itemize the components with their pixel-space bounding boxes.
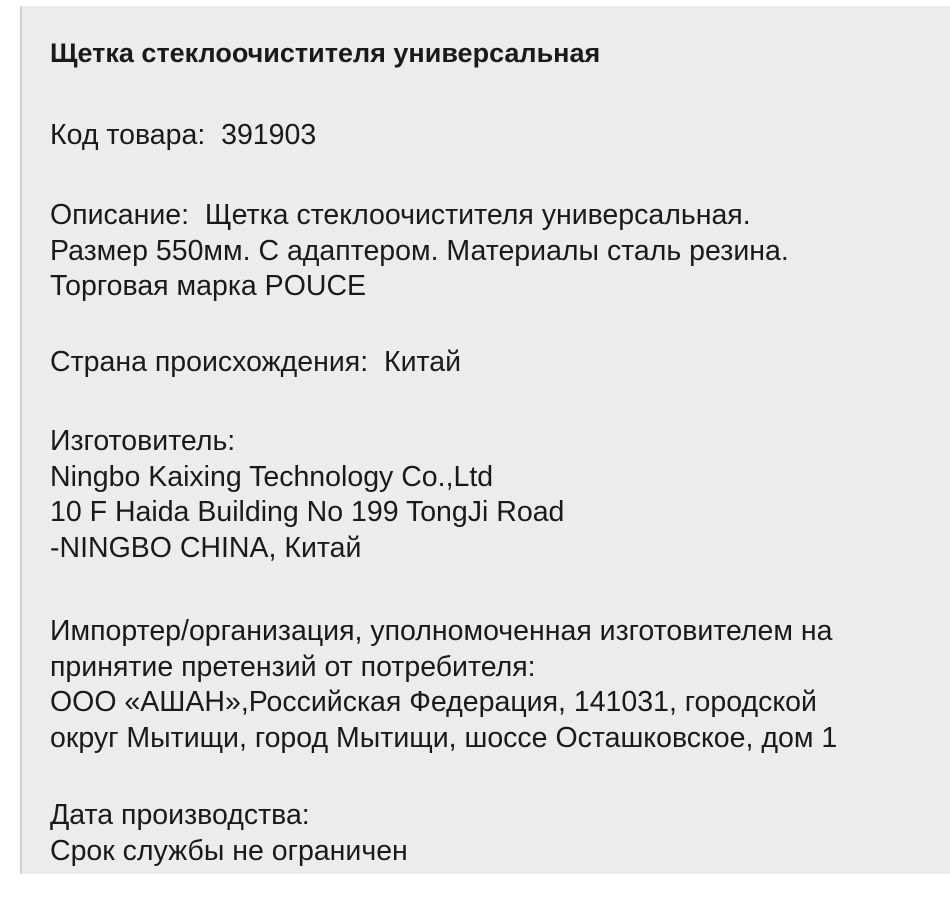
origin-row <box>50 345 461 381</box>
product-code-value: 391903 <box>221 119 317 151</box>
product-code-row <box>50 118 316 154</box>
manufacturer-line-3: -NINGBO CHINA, Китай <box>50 531 362 564</box>
manufacturer-block <box>50 424 564 566</box>
importer-line-3: ООО «АШАН»,Российская Федерация, 141031, городской <box>50 686 817 718</box>
product-title: Щетка стеклоочистителя универсальная <box>50 38 601 68</box>
importer-line-1: Импортер/организация, уполномоченная изготовителем на <box>50 615 833 647</box>
description-text-1: Щетка стеклоочистителя универсальная. <box>204 199 751 231</box>
product-code-label: Код товара: <box>50 119 206 151</box>
service-life-text: Срок службы не ограничен <box>50 834 408 867</box>
importer-line-4: округ Мытищи, город Мытищи, шоссе Осташковское, дом 1 <box>50 721 838 754</box>
description-line-3: Торговая марка POUCE <box>50 270 367 302</box>
description-label: Описание: <box>50 199 190 231</box>
origin-value: Китай <box>384 346 462 378</box>
origin-label: Страна происхождения: <box>50 346 369 378</box>
description-line-2: Размер 550мм. С адаптером. Материалы сталь резина. <box>50 234 789 267</box>
description-line-1 <box>50 198 789 234</box>
production-date-block <box>50 798 408 869</box>
production-date-label: Дата производства: <box>50 799 310 831</box>
manufacturer-label: Изготовитель: <box>50 425 236 457</box>
manufacturer-line-2: 10 F Haida Building No 199 TongJi Road <box>50 496 565 528</box>
manufacturer-line-1: Ningbo Kaixing Technology Co.,Ltd <box>50 460 494 493</box>
description-block <box>50 198 789 305</box>
importer-line-2: принятие претензий от потребителя: <box>50 650 536 683</box>
importer-block <box>50 614 837 756</box>
